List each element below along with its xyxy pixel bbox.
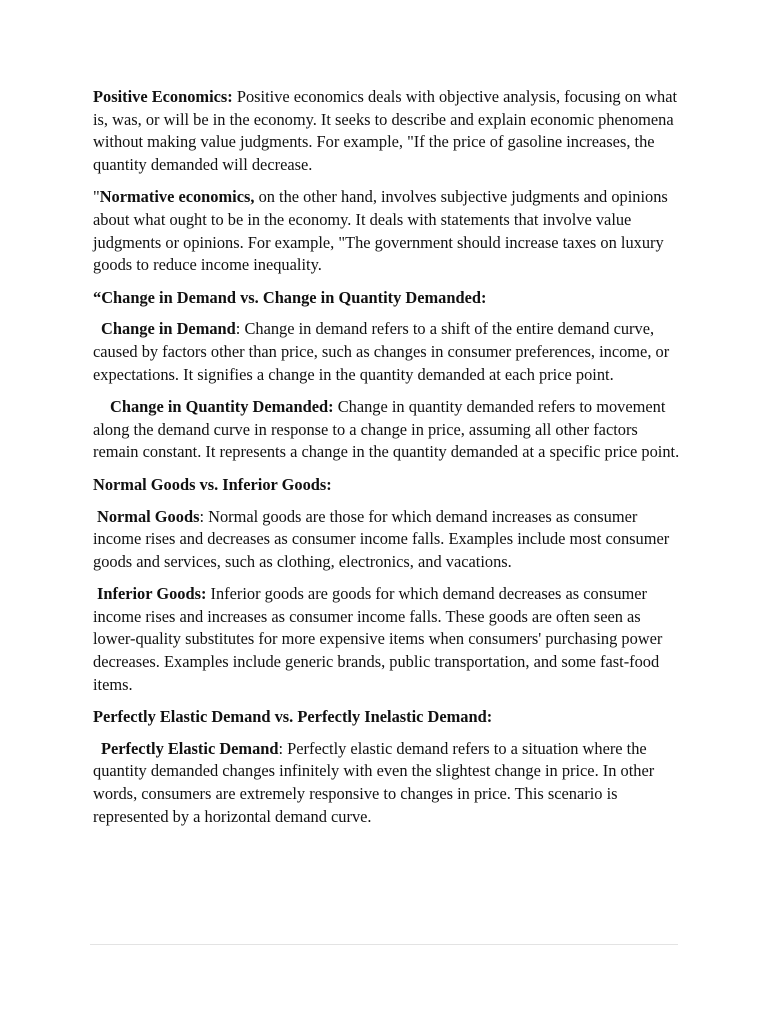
section-heading-goods (93, 474, 683, 497)
term-change-in-quantity-demanded: Change in Quantity Demanded: (110, 397, 334, 417)
definition-change-in-quantity-demanded: Change in quantity demanded refers to movement along the demand curve in response to a change in price, assuming all other factors remain constant. It represents a change in the quantity demanded at a specific price point. (93, 397, 680, 462)
term-change-in-demand: Change in Demand (101, 319, 236, 339)
paragraph-normal-goods (93, 506, 683, 574)
term-perfectly-elastic-demand: Perfectly Elastic Demand (101, 738, 279, 758)
section-heading-demand-change (93, 287, 683, 310)
page-divider (90, 944, 678, 945)
term-normal-goods: Normal Goods (97, 506, 200, 526)
definition-positive-economics: Positive economics deals with objective analysis, focusing on what is, was, or will be in the economy. It seeks to describe and explain economic phenomena without making value judgments. For example, "If the price of gasoline increases, the quantity demanded will decrease. (93, 87, 678, 174)
section-heading-text: Perfectly Elastic Demand vs. Perfectly Inelastic Demand: (93, 707, 493, 727)
open-quote: " (93, 187, 100, 207)
section-heading-elasticity (93, 706, 683, 729)
paragraph-normative-economics (93, 186, 683, 276)
section-heading-text: Normal Goods vs. Inferior Goods: (93, 474, 332, 494)
section-heading-text: “Change in Demand vs. Change in Quantity Demanded: (93, 287, 487, 307)
definition-change-in-demand: : Change in demand refers to a shift of the entire demand curve, caused by factors other than price, such as changes in consumer preferences, income, or expectations. It signifies a change in the quantity demanded at each price point. (93, 319, 670, 384)
definition-perfectly-elastic-demand: : Perfectly elastic demand refers to a situation where the quantity demanded changes infinitely with even the slightest change in price. In other words, consumers are extremely responsive to changes in price. This scenario is represented by a horizontal demand curve. (93, 738, 655, 826)
definition-normative-economics: on the other hand, involves subjective judgments and opinions about what ought to be in the economy. It deals with statements that involve value judgments or opinions. For example, "The government should increase taxes on luxury goods to reduce income inequality. (93, 187, 668, 275)
term-positive-economics: Positive Economics: (93, 87, 233, 106)
document-page (93, 86, 683, 838)
paragraph-perfectly-elastic-demand (93, 738, 683, 828)
paragraph-change-in-demand (93, 318, 683, 386)
paragraph-change-in-quantity-demanded (93, 396, 683, 464)
paragraph-inferior-goods (93, 583, 683, 696)
definition-normal-goods: : Normal goods are those for which demand increases as consumer income rises and decreases as consumer income falls. Examples include most consumer goods and services, such as clothing, electronics, and vacations. (93, 506, 670, 571)
paragraph-positive-economics (93, 86, 683, 176)
definition-inferior-goods: Inferior goods are goods for which demand decreases as consumer income rises and increases as consumer income falls. These goods are often seen as lower-quality substitutes for more expensive items when consumers' purchasing power decreases. Examples include generic brands, public transportation, and some fast-food items. (93, 584, 663, 694)
term-normative-economics: Normative economics, (99, 187, 255, 207)
term-inferior-goods: Inferior Goods: (97, 584, 207, 604)
